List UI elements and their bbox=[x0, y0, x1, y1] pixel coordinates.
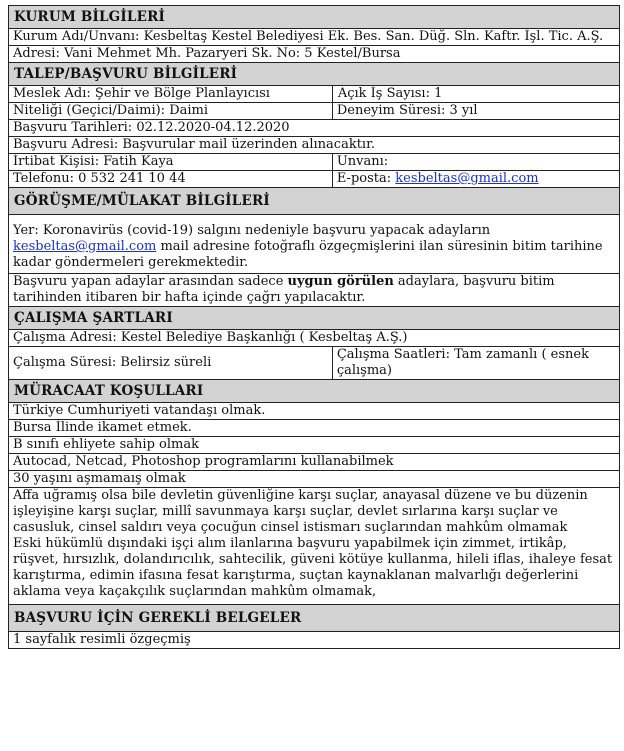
kurum-adres-value: Vani Mehmet Mh. Pazaryeri Sk. No: 5 Kestel/Bursa bbox=[63, 46, 401, 61]
gorusme-yer-text-1: Yer: Koronavirüs (covid-19) salgını nedeniyle başvuru yapacak adayların bbox=[13, 223, 491, 238]
section-header-gorusme: GÖRÜŞME/MÜLAKAT BİLGİLERİ bbox=[9, 188, 620, 215]
list-item: Autocad, Netcad, Photoshop programlarını kullanabilmek bbox=[9, 454, 620, 471]
section-header-talep: TALEP/BAŞVURU BİLGİLERİ bbox=[9, 63, 620, 86]
irtibat-value: Fatih Kaya bbox=[103, 154, 174, 169]
job-posting-document bbox=[8, 5, 620, 649]
deneyim-cell bbox=[332, 103, 619, 120]
basvuru-tarih-row bbox=[9, 120, 620, 137]
acik-is-label: Açık İş Sayısı: bbox=[337, 86, 435, 101]
deneyim-value: 3 yıl bbox=[449, 103, 478, 118]
meslek-value: Şehir ve Bölge Planlayıcısı bbox=[94, 86, 270, 101]
kurum-adres-label: Adresi: bbox=[13, 46, 64, 61]
kurum-adi-value: Kesbeltaş Kestel Belediyesi Ek. Bes. San. Düğ. Sln. Kaftr. İşl. Tic. A.Ş. bbox=[143, 29, 604, 44]
nitelik-cell bbox=[9, 103, 333, 120]
acik-is-value: 1 bbox=[434, 86, 443, 101]
meslek-cell bbox=[9, 86, 333, 103]
kurum-adi-row bbox=[9, 29, 620, 46]
kurum-adi-label: Kurum Adı/Unvanı: bbox=[13, 29, 144, 44]
gorusme-not-row bbox=[9, 274, 620, 307]
list-item: 1 sayfalık resimli özgeçmiş bbox=[9, 632, 620, 649]
deneyim-label: Deneyim Süresi: bbox=[336, 103, 450, 118]
acik-is-cell bbox=[332, 86, 619, 103]
eposta-link[interactable]: kesbeltas@gmail.com bbox=[395, 171, 539, 186]
list-item: 30 yaşını aşmamaış olmak bbox=[9, 471, 620, 488]
calisma-adres-label: Çalışma Adresi: bbox=[13, 330, 121, 345]
calisma-adres-row bbox=[9, 330, 620, 347]
calisma-sure-label: Çalışma Süresi: bbox=[13, 355, 121, 370]
muracaat-paragraph-1: Affa uğramış olsa bile devletin güvenliğine karşı suçlar, anayasal düzene ve bu düzenin işleyişine karşı suçlar, millî savunmaya karşı suçlar, devlet sırlarına karşı suçlar ve casusluk, cinsel saldırı veya çocuğun cinsel istismarı suçlarından mahkûm olmamak bbox=[9, 488, 620, 537]
gorusme-not-bold: uygun görülen bbox=[287, 274, 394, 289]
section-header-kurum: KURUM BİLGİLERİ bbox=[9, 6, 620, 29]
irtibat-cell bbox=[9, 154, 333, 171]
job-posting-table bbox=[8, 5, 620, 649]
gorusme-not-text-1: Başvuru yapan adaylar arasından sadece bbox=[13, 274, 288, 289]
gorusme-yer-text-2: mail adresine fotoğraflı özgeçmişlerini ilan süresinin bitim tarihine kadar göndermeleri gerekmektedir. bbox=[13, 239, 603, 270]
basvuru-adresi-value: Başvurular mail üzerinden alınacaktır. bbox=[122, 137, 376, 152]
calisma-sure-cell bbox=[9, 347, 333, 380]
section-header-muracaat: MÜRACAAT KOŞULLARI bbox=[9, 380, 620, 403]
kurum-adres-row bbox=[9, 46, 620, 63]
calisma-adres-value: Kestel Belediye Başkanlığı ( Kesbeltaş A.Ş.) bbox=[120, 330, 408, 345]
list-item: Türkiye Cumhuriyeti vatandaşı olmak. bbox=[9, 403, 620, 420]
nitelik-value: Daimi bbox=[169, 103, 209, 118]
basvuru-adresi-label: Başvuru Adresi: bbox=[13, 137, 123, 152]
gorusme-email-link[interactable]: kesbeltas@gmail.com bbox=[13, 239, 157, 254]
calisma-saat-cell bbox=[332, 347, 619, 380]
eposta-cell bbox=[332, 171, 619, 188]
basvuru-tarih-label: Başvuru Tarihleri: bbox=[13, 120, 137, 135]
gorusme-yer-row bbox=[9, 215, 620, 274]
telefon-value: 0 532 241 10 44 bbox=[78, 171, 186, 186]
nitelik-label: Niteliği (Geçici/Daimi): bbox=[13, 103, 170, 118]
basvuru-adresi-row bbox=[9, 137, 620, 154]
eposta-label: E-posta: bbox=[336, 171, 396, 186]
unvan-cell: Unvanı: bbox=[332, 154, 619, 171]
telefon-label: Telefonu: bbox=[13, 171, 79, 186]
meslek-label: Meslek Adı: bbox=[13, 86, 95, 101]
list-item: B sınıfı ehliyete sahip olmak bbox=[9, 437, 620, 454]
telefon-cell bbox=[9, 171, 333, 188]
gorusme-not-text-2: adaylara, başvuru bitim tarihinden itibaren bir hafta içinde çağrı yapılacaktır. bbox=[13, 274, 555, 305]
calisma-saat-value: Tam zamanlı ( esnek çalışma) bbox=[336, 347, 589, 378]
basvuru-tarih-value: 02.12.2020-04.12.2020 bbox=[136, 120, 290, 135]
calisma-saat-label: Çalışma Saatleri: bbox=[336, 347, 455, 362]
irtibat-label: İrtibat Kişisi: bbox=[13, 154, 104, 169]
section-header-calisma: ÇALIŞMA ŞARTLARI bbox=[9, 307, 620, 330]
section-header-belgeler: BAŞVURU İÇİN GEREKLİ BELGELER bbox=[9, 605, 620, 632]
muracaat-paragraph-2: Eski hükümlü dışındaki işçi alım ilanlarına başvuru yapabilmek için zimmet, irtikâp, rüşvet, hırsızlık, dolandırıcılık, sahtecilik, güveni kötüye kullanma, hileli iflas, ihaleye fesat karıştırma, edimin ifasına fesat karıştırma, suçtan kaynaklanan malvarlığı değerlerini aklama veya kaçakçılık suçlarından mahkûm olmamak, bbox=[9, 536, 620, 605]
calisma-sure-value: Belirsiz süreli bbox=[120, 355, 212, 370]
list-item: Bursa İlinde ikamet etmek. bbox=[9, 420, 620, 437]
